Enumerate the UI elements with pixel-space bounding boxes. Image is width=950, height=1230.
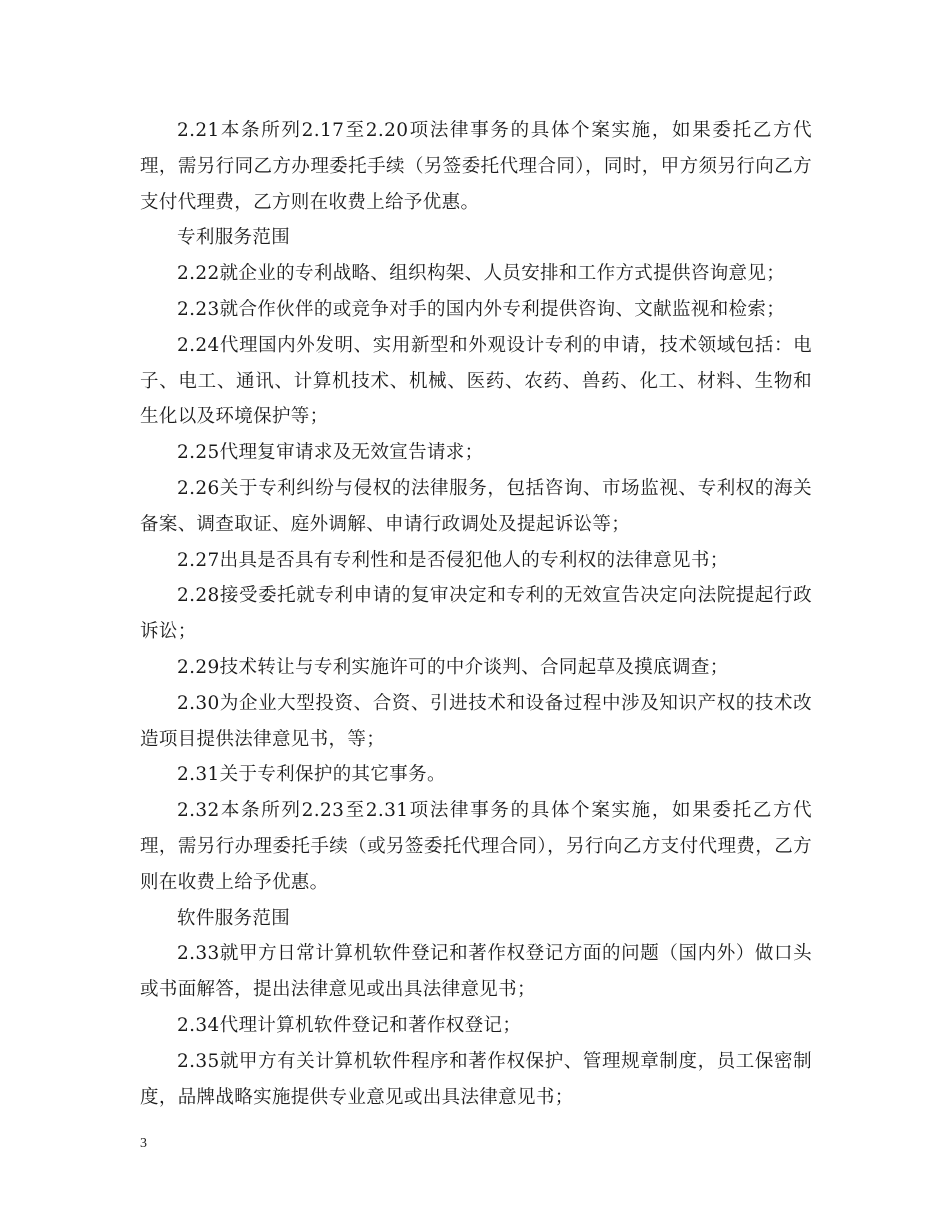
section-heading-patent-services: 专利服务范围 [177,227,291,249]
paragraph-2-29: 2.29技术转让与专利实施许可的中介谈判、合同起草及摸底调查； [177,656,729,678]
section-heading-software-services: 软件服务范围 [177,907,291,929]
paragraph-2-32: 2.32本条所列2.23至2.31项法律事务的具体个案实施，如果委托乙方代理，需另行办理委托手续（或另签委托代理合同），另行向乙方支付代理费，乙方则在收费上给予优惠。 [140,800,812,893]
paragraph-2-24: 2.24代理国内外发明、实用新型和外观设计专利的申请，技术领域包括：电子、电工、通讯、计算机技术、机械、医药、农药、兽药、化工、材料、生物和生化以及环境保护等； [140,334,812,428]
paragraph-2-33: 2.33就甲方日常计算机软件登记和著作权登记方面的问题（国内外）做口头或书面解答，提出法律意见或出具法律意见书； [140,943,812,1001]
paragraph-2-34: 2.34代理计算机软件登记和著作权登记； [177,1014,522,1036]
paragraph-2-21: 2.21本条所列2.17至2.20项法律事务的具体个案实施，如果委托乙方代理，需另行同乙方办理委托手续（另签委托代理合同），同时，甲方须另行向乙方支付代理费，乙方则在收费上给予优惠。 [140,120,812,213]
paragraph-2-22: 2.22就企业的专利战略、组织构架、人员安排和工作方式提供咨询意见； [177,263,786,285]
paragraph-2-27: 2.27出具是否具有专利性和是否侵犯他人的专利权的法律意见书； [177,549,729,571]
paragraph-2-25: 2.25代理复审请求及无效宣告请求； [177,442,484,464]
page-number: 3 [140,1136,147,1151]
paragraph-2-23: 2.23就合作伙伴的或竞争对手的国内外专利提供咨询、文献监视和检索； [177,298,786,320]
paragraph-2-31: 2.31关于专利保护的其它事务。 [177,764,446,786]
paragraph-2-35: 2.35就甲方有关计算机软件程序和著作权保护、管理规章制度，员工保密制度，品牌战略实施提供专业意见或出具法律意见书； [140,1050,812,1108]
paragraph-2-28: 2.28接受委托就专利申请的复审决定和专利的无效宣告决定向法院提起行政诉讼； [140,585,812,643]
paragraph-2-26: 2.26关于专利纠纷与侵权的法律服务，包括咨询、市场监视、专利权的海关备案、调查取证、庭外调解、申请行政调处及提起诉讼等； [140,477,812,535]
paragraph-2-30: 2.30为企业大型投资、合资、引进技术和设备过程中涉及知识产权的技术改造项目提供法律意见书，等； [140,692,812,750]
document-body [140,113,812,1115]
